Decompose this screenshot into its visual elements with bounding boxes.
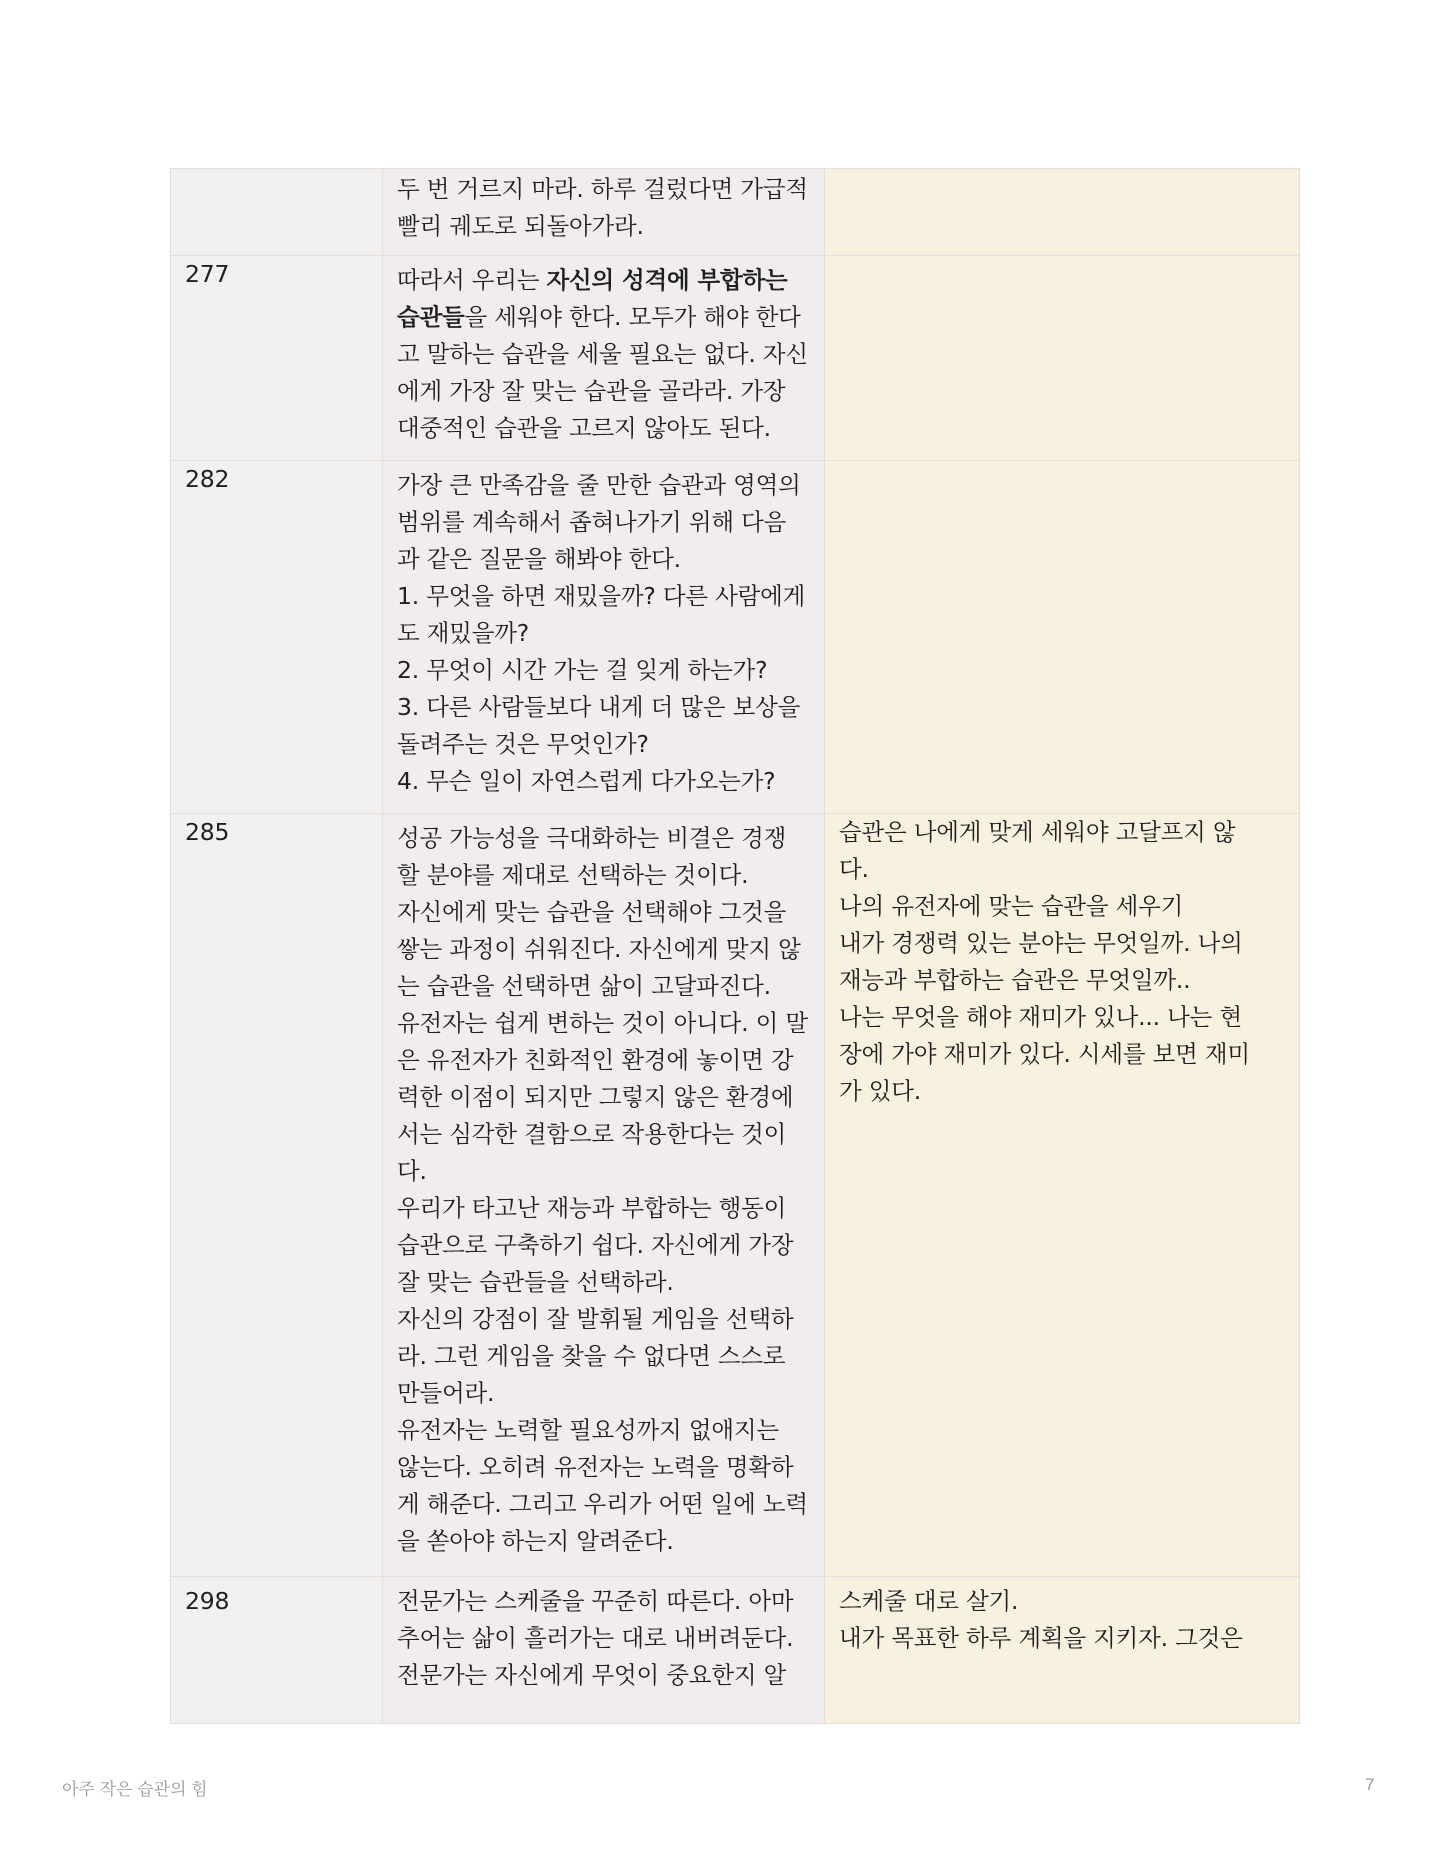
- quote-cell: [383, 1577, 825, 1724]
- table-row: [171, 256, 1300, 461]
- quote-line: 습관으로 구축하기 쉽다. 자신에게 가장: [397, 1231, 794, 1259]
- quote-line: 3. 다른 사람들보다 내게 더 많은 보상을: [397, 693, 801, 721]
- note-line: 다.: [839, 855, 869, 883]
- note-line: 가 있다.: [839, 1077, 922, 1105]
- quote-line: 전문가는 스케줄을 꾸준히 따른다. 아마: [397, 1587, 794, 1615]
- note-line: 재능과 부합하는 습관은 무엇일까..: [839, 966, 1191, 994]
- quote-line: 할 분야를 제대로 선택하는 것이다.: [397, 861, 749, 889]
- quote-line: 가장 큰 만족감을 줄 만한 습관과 영역의: [397, 471, 801, 499]
- note-cell: [825, 461, 1300, 814]
- quote-line: 우리가 타고난 재능과 부합하는 행동이: [397, 1194, 787, 1222]
- quote-line: 다.: [397, 1157, 427, 1185]
- footer-page-number: 7: [1365, 1775, 1375, 1794]
- quote-line: 은 유전자가 친화적인 환경에 놓이면 강: [397, 1046, 794, 1074]
- quote-bold-text: 습관들: [397, 303, 465, 331]
- note-cell: [825, 814, 1300, 1577]
- quote-cell: [383, 814, 825, 1577]
- note-cell: [825, 1577, 1300, 1724]
- quote-line: 빨리 궤도로 되돌아가라.: [397, 212, 644, 240]
- quote-cell: [383, 256, 825, 461]
- quote-line: 4. 무슨 일이 자연스럽게 다가오는가?: [397, 767, 776, 795]
- note-line: 내가 목표한 하루 계획을 지키자. 그것은: [839, 1624, 1243, 1652]
- table-row: [171, 169, 1300, 256]
- quote-line: 쌓는 과정이 쉬워진다. 자신에게 맞지 않: [397, 935, 801, 963]
- quote-line: 력한 이점이 되지만 그렇지 않은 환경에: [397, 1083, 794, 1111]
- quote-cell: [383, 169, 825, 256]
- page-number-cell: 282: [171, 461, 383, 814]
- quote-line: 잘 맞는 습관들을 선택하라.: [397, 1268, 674, 1296]
- quote-line: 유전자는 쉽게 변하는 것이 아니다. 이 말: [397, 1009, 808, 1037]
- highlights-table: [170, 168, 1300, 1724]
- note-line: 습관은 나에게 맞게 세워야 고달프지 않: [839, 818, 1236, 846]
- quote-line: 않는다. 오히려 유전자는 노력을 명확하: [397, 1453, 794, 1481]
- quote-line: 과 같은 질문을 해봐야 한다.: [397, 545, 681, 573]
- quote-line: 고 말하는 습관을 세울 필요는 없다. 자신: [397, 340, 808, 368]
- page-number-cell: 298: [171, 1577, 383, 1724]
- quote-line: 라. 그런 게임을 찾을 수 없다면 스스로: [397, 1342, 786, 1370]
- page-number-cell: [171, 169, 383, 256]
- quote-line: 에게 가장 잘 맞는 습관을 골라라. 가장: [397, 377, 786, 405]
- quote-line: 1. 무엇을 하면 재밌을까? 다른 사람에게: [397, 582, 806, 610]
- note-line: 스케줄 대로 살기.: [839, 1587, 1019, 1615]
- note-line: 나의 유전자에 맞는 습관을 세우기: [839, 892, 1184, 920]
- quote-line: 대중적인 습관을 고르지 않아도 된다.: [397, 414, 771, 442]
- table-row: [171, 1577, 1300, 1724]
- quote-line: 성공 가능성을 극대화하는 비결은 경쟁: [397, 824, 787, 852]
- quote-line: 범위를 계속해서 좁혀나가기 위해 다음: [397, 508, 787, 536]
- quote-line: 을 쏟아야 하는지 알려준다.: [397, 1527, 674, 1555]
- footer-book-title: 아주 작은 습관의 힘: [62, 1780, 208, 1799]
- quote-line: [397, 262, 810, 299]
- quote-text: 을 세워야 한다. 모두가 해야 한다: [464, 303, 801, 331]
- table-row: [171, 461, 1300, 814]
- quote-line: 두 번 거르지 마라. 하루 걸렀다면 가급적: [397, 175, 808, 203]
- page-number-cell: 285: [171, 814, 383, 1577]
- note-cell: [825, 256, 1300, 461]
- quote-line: 전문가는 자신에게 무엇이 중요한지 알: [397, 1661, 787, 1689]
- quote-line: 도 재밌을까?: [397, 619, 530, 647]
- quote-bold-text: 자신의 성격에 부합하는: [546, 266, 788, 294]
- table-row: [171, 814, 1300, 1577]
- quote-cell: [383, 461, 825, 814]
- note-line: 나는 무엇을 해야 재미가 있나... 나는 현: [839, 1003, 1242, 1031]
- quote-line: 돌려주는 것은 무엇인가?: [397, 730, 649, 758]
- quote-line: 2. 무엇이 시간 가는 걸 잊게 하는가?: [397, 656, 768, 684]
- quote-line: 유전자는 노력할 필요성까지 없애지는: [397, 1416, 779, 1444]
- quote-line: 서는 심각한 결함으로 작용한다는 것이: [397, 1120, 787, 1148]
- quote-line: 자신에게 맞는 습관을 선택해야 그것을: [397, 898, 787, 926]
- page-number-cell: 277: [171, 256, 383, 461]
- quote-line: 자신의 강점이 잘 발휘될 게임을 선택하: [397, 1305, 794, 1333]
- note-line: 장에 가야 재미가 있다. 시세를 보면 재미: [839, 1040, 1250, 1068]
- quote-text: 따라서 우리는: [397, 266, 547, 294]
- note-line: 내가 경쟁력 있는 분야는 무엇일까. 나의: [839, 929, 1243, 957]
- quote-line: 게 해준다. 그리고 우리가 어떤 일에 노력: [397, 1490, 808, 1518]
- quote-line: 는 습관을 선택하면 삶이 고달파진다.: [397, 972, 771, 1000]
- note-cell: [825, 169, 1300, 256]
- quote-line: 추어는 삶이 흘러가는 대로 내버려둔다.: [397, 1624, 794, 1652]
- quote-line: [397, 299, 810, 336]
- quote-line: 만들어라.: [397, 1379, 495, 1407]
